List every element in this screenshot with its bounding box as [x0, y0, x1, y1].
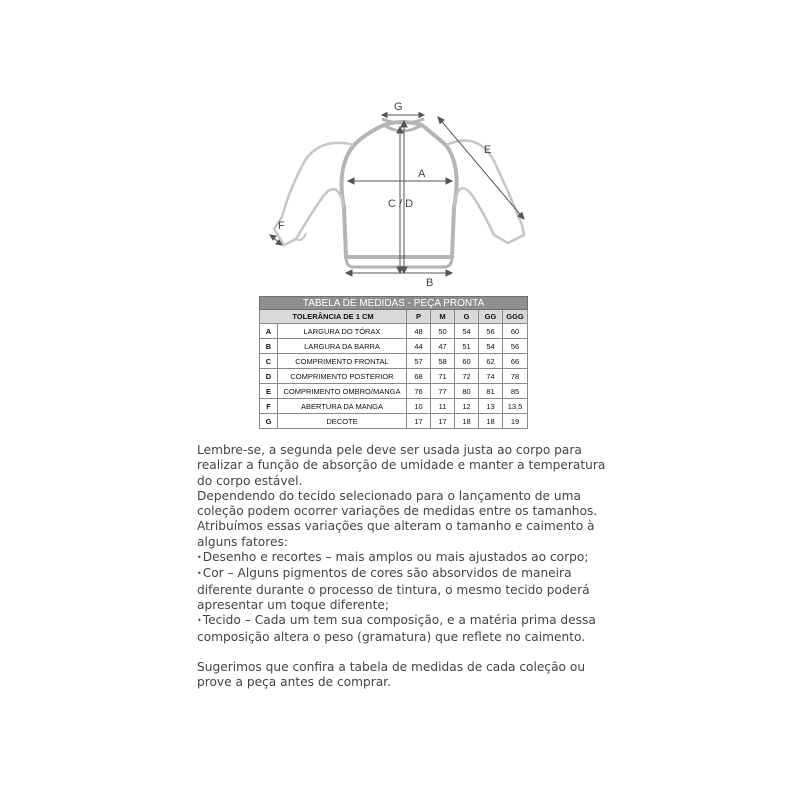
label-f: F: [278, 220, 285, 232]
measure-value: 18: [455, 414, 479, 429]
measure-value: 50: [431, 324, 455, 339]
label-cd: C / D: [388, 198, 414, 210]
measure-label: DECOTE: [278, 414, 407, 429]
table-header-row: [260, 310, 528, 324]
measure-value: 78: [503, 369, 528, 384]
measure-code: B: [260, 339, 278, 354]
measure-value: 58: [431, 354, 455, 369]
measure-value: 56: [503, 339, 528, 354]
measure-value: 48: [407, 324, 431, 339]
bullet-icon: •: [197, 616, 202, 626]
measure-label: LARGURA DO TÓRAX: [278, 324, 407, 339]
measure-value: 54: [455, 324, 479, 339]
note-paragraph: Dependendo do tecido selecionado para o lançamento de uma coleção podem ocorrer variações de medidas entre os tamanhos.: [197, 488, 598, 519]
measure-value: 60: [503, 324, 528, 339]
measure-value: 76: [407, 384, 431, 399]
shirt-body-outline: [342, 122, 457, 257]
measure-value: 13,5: [503, 399, 528, 414]
table-row: [260, 399, 528, 414]
table-body: [260, 324, 528, 429]
label-g: G: [394, 101, 403, 113]
label-e: E: [484, 144, 492, 156]
table-title: TABELA DE MEDIDAS - PEÇA PRONTA: [260, 297, 528, 310]
measure-value: 17: [431, 414, 455, 429]
measure-value: 72: [455, 369, 479, 384]
note-bullet: •Cor – Alguns pigmentos de cores são absorvidos de maneira diferente durante o processo de tintura, o mesmo tecido poderá apresentar um toque diferente;: [197, 566, 590, 612]
table-row: [260, 339, 528, 354]
measure-value: 11: [431, 399, 455, 414]
measure-code: D: [260, 369, 278, 384]
size-header: GG: [479, 310, 503, 324]
measure-value: 80: [455, 384, 479, 399]
size-header: M: [431, 310, 455, 324]
tolerance-header: TOLERÂNCIA DE 1 CM: [260, 310, 407, 324]
measure-value: 85: [503, 384, 528, 399]
note-paragraph: Sugerimos que confira a tabela de medidas de cada coleção ou prove a peça antes de comprar.: [197, 659, 586, 690]
table-row: [260, 384, 528, 399]
label-b: B: [426, 277, 434, 289]
note-bullet: •Desenho e recortes – mais amplos ou mais ajustados ao corpo;: [197, 550, 589, 565]
label-a: A: [418, 168, 426, 180]
measure-code: G: [260, 414, 278, 429]
note-paragraph: Atribuímos essas variações que alteram o tamanho e caimento à alguns fatores:: [197, 519, 595, 549]
measure-label: COMPRIMENTO POSTERIOR: [278, 369, 407, 384]
table-row: [260, 414, 528, 429]
measure-code: A: [260, 324, 278, 339]
size-notes: [197, 443, 617, 690]
size-header: GGG: [503, 310, 528, 324]
measure-label: COMPRIMENTO OMBRO/MANGA: [278, 384, 407, 399]
note-bullet: •Tecido – Cada um tem sua composição, e a matéria prima dessa composição altera o peso (gramatura) que reflete no caimento.: [197, 613, 596, 644]
measure-value: 54: [479, 339, 503, 354]
measure-value: 13: [479, 399, 503, 414]
measure-value: 56: [479, 324, 503, 339]
measure-label: LARGURA DA BARRA: [278, 339, 407, 354]
measure-value: 60: [455, 354, 479, 369]
bullet-icon: •: [197, 569, 202, 579]
measure-value: 66: [503, 354, 528, 369]
measure-value: 68: [407, 369, 431, 384]
bullet-icon: •: [197, 553, 202, 563]
measure-value: 57: [407, 354, 431, 369]
measure-value: 51: [455, 339, 479, 354]
measure-label: COMPRIMENTO FRONTAL: [278, 354, 407, 369]
measure-code: F: [260, 399, 278, 414]
measure-value: 10: [407, 399, 431, 414]
measure-code: E: [260, 384, 278, 399]
measure-label: ABERTURA DA MANGA: [278, 399, 407, 414]
size-header: G: [455, 310, 479, 324]
measure-value: 81: [479, 384, 503, 399]
measure-value: 18: [479, 414, 503, 429]
table-row: [260, 369, 528, 384]
measure-value: 17: [407, 414, 431, 429]
table-title-row: [260, 297, 528, 310]
shirt-drawing: [262, 97, 552, 290]
measure-value: 62: [479, 354, 503, 369]
garment-diagram: [262, 97, 552, 290]
measure-value: 19: [503, 414, 528, 429]
measure-value: 44: [407, 339, 431, 354]
measure-value: 77: [431, 384, 455, 399]
measure-value: 12: [455, 399, 479, 414]
table-row: [260, 354, 528, 369]
size-table: [259, 296, 528, 429]
measure-value: 47: [431, 339, 455, 354]
note-paragraph: Lembre-se, a segunda pele deve ser usada justa ao corpo para realizar a função de absorção de umidade e manter a temperatura do corpo estável.: [197, 443, 606, 488]
measure-value: 74: [479, 369, 503, 384]
table-row: [260, 324, 528, 339]
measure-value: 71: [431, 369, 455, 384]
measure-code: C: [260, 354, 278, 369]
size-header: P: [407, 310, 431, 324]
